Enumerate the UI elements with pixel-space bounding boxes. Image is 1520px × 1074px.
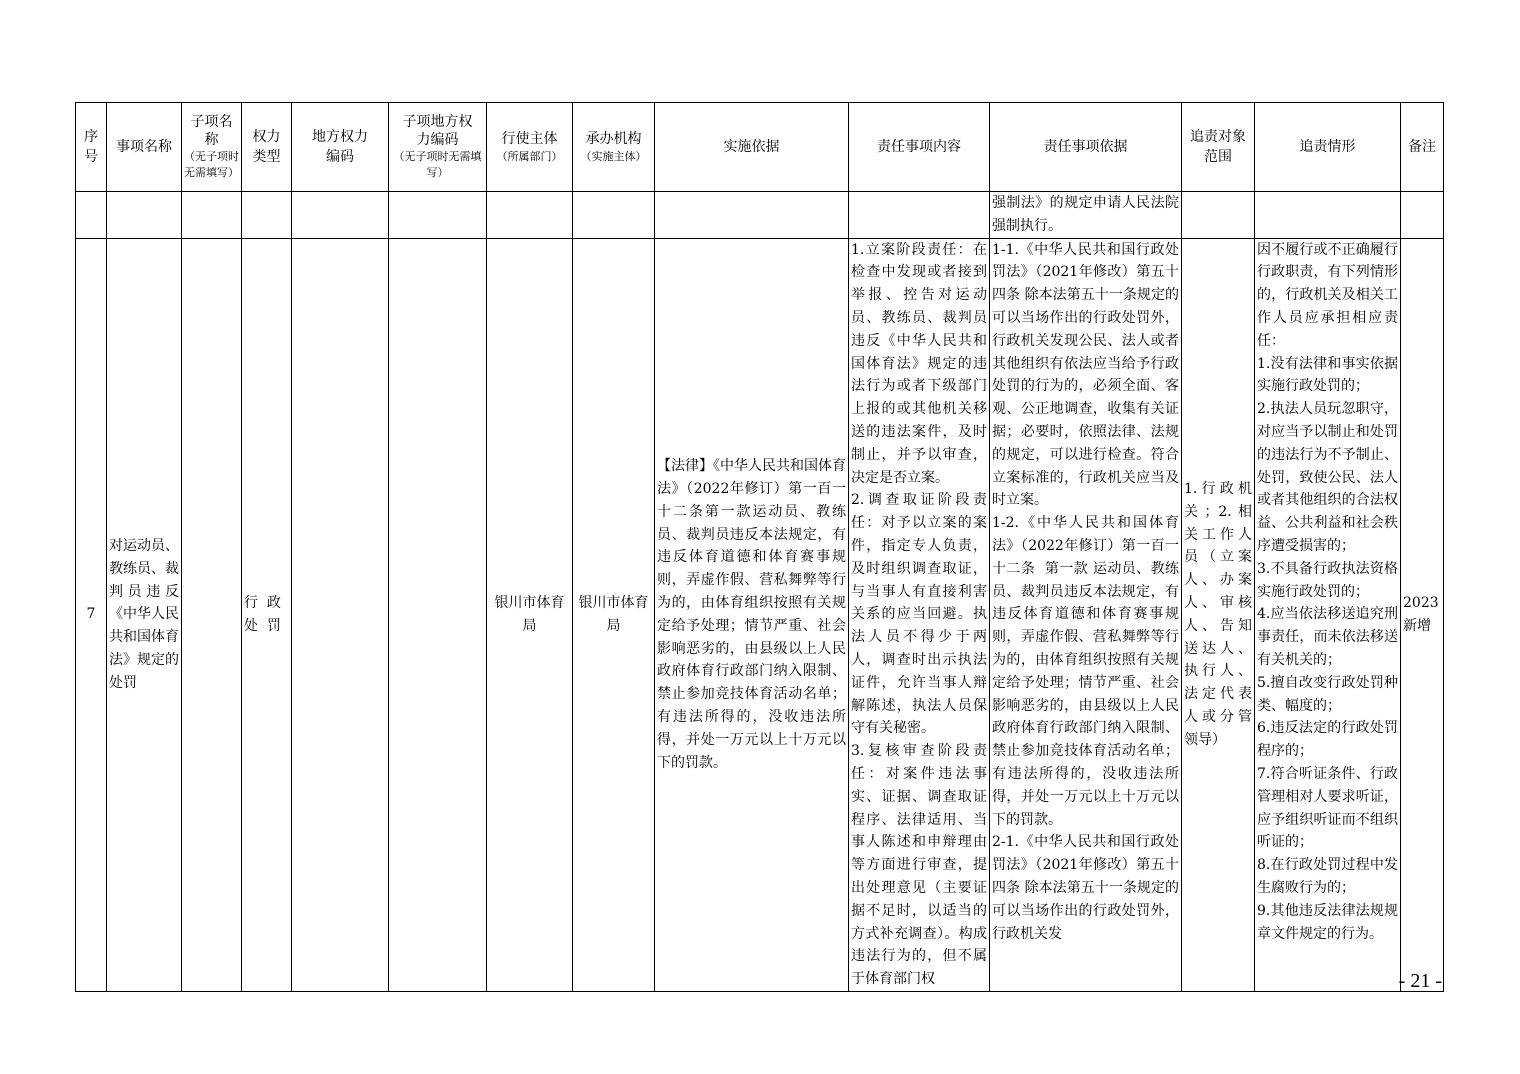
row-seq: 7 — [76, 238, 107, 991]
header-remark: 备注 — [1401, 103, 1444, 192]
header-undertake — [573, 103, 655, 192]
header-name: 事项名称 — [107, 103, 182, 192]
row-sub-code — [389, 238, 487, 991]
header-resp-content: 责任事项内容 — [849, 103, 990, 192]
header-undertake-main: 承办机构 — [585, 131, 642, 147]
header-sub-code-note: （无子项时无需填写） — [393, 150, 482, 179]
table-row — [76, 238, 1444, 991]
power-list-table — [75, 102, 1444, 992]
cont-cell — [573, 192, 655, 239]
cont-cell — [1255, 192, 1401, 239]
cont-cell — [487, 192, 573, 239]
cont-cell — [655, 192, 849, 239]
header-sub-name-main: 子项名 称 — [190, 114, 233, 148]
header-local-code: 地方权力 编码 — [292, 103, 389, 192]
row-undertake: 银川市体育局 — [573, 238, 655, 991]
header-power-type: 权力 类型 — [242, 103, 292, 192]
cont-cell — [1182, 192, 1255, 239]
row-resp-content: 1.立案阶段责任：在检查中发现或者接到举报、控告对运动员、教练员、裁判员违反《中华人民共和国体育法》规定的违法行为或者下级部门上报的或其他机关移送的违法案件，及时制止，并予以审查，决定是否立案。 2.调查取证阶段责任：对予以立案的案件，指定专人负责，及时组织调查取证，与当事人有直接利害关系的应当回避。执法人员不得少于两人，调查时出示执法证件，允许当事人辩解陈述，执法人员保守有关秘密。 3.复核审查阶段责任：对案件违法事实、证据、调查取证程序、法律适用、当事人陈述和申辩理由等方面进行审查，提出处理意见（主要证据不足时，以适当的方式补充调查）。构成违法行为的，但不属于体育部门权 — [849, 238, 990, 991]
row-remark: 2023新增 — [1401, 238, 1444, 991]
page-number: - 21 - — [1398, 970, 1442, 992]
cont-cell — [292, 192, 389, 239]
cont-cell — [389, 192, 487, 239]
header-basis: 实施依据 — [655, 103, 849, 192]
header-resp-basis: 责任事项依据 — [990, 103, 1182, 192]
header-row — [76, 103, 1444, 192]
row-basis: 【法律】《中华人民共和国体育法》（2022年修订）第一百一十二条第一款运动员、教练员、裁判员违反本法规定，有违反体育道德和体育赛事规则，弄虚作假、营私舞弊等行为的，由体育组织按照有关规定给予处理；情节严重、社会影响恶劣的，由县级以上人民政府体育行政部门纳入限制、禁止参加竞技体育活动名单；有违法所得的，没收违法所得，并处一万元以上十万元以下的罚款。 — [655, 238, 849, 991]
header-seq: 序 号 — [76, 103, 107, 192]
header-sub-name — [182, 103, 242, 192]
cont-cell — [242, 192, 292, 239]
header-sub-name-note: （无子项时无需填写） — [184, 150, 239, 179]
row-account-case: 因不履行或不正确履行行政职责，有下列情形的，行政机关及相关工作人员应承担相应责任： 1.没有法律和事实依据实施行政处罚的； 2.执法人员玩忽职守，对应当予以制止和处罚的违法行为不予制止、处罚，致使公民、法人或者其他组织的合法权益、公共利益和社会秩序遭受损害的； 3.不具备行政执法资格实施行政处罚的； 4.应当依法移送追究刑事责任，而未依法移送有关机关的； 5.擅自改变行政处罚种类、幅度的； 6.违反法定的行政处罚程序的； 7.符合听证条件、行政管理相对人要求听证，应予组织听证而不组织听证的； 8.在行政处罚过程中发生腐败行为的； 9.其他违反法律法规规章文件规定的行为。 — [1255, 238, 1401, 991]
header-undertake-note: （实施主体） — [580, 150, 647, 163]
continuation-row — [76, 192, 1444, 239]
header-account-scope: 追责对象 范围 — [1182, 103, 1255, 192]
row-resp-basis: 1-1.《中华人民共和国行政处罚法》（2021年修改）第五十四条 除本法第五十一条规定的可以当场作出的行政处罚外，行政机关发现公民、法人或者其他组织有依法应当给予行政处罚的行为的，必须全面、客观、公正地调查，收集有关证据；必要时，依照法律、法规的规定，可以进行检查。符合立案标准的，行政机关应当及时立案。 1-2.《中华人民共和国体育法》（2022年修订）第一百一十二条 第一款 运动员、教练员、裁判员违反本法规定，有违反体育道德和体育赛事规则，弄虚作假、营私舞弊等行为的，由体育组织按照有关规定给予处理；情节严重、社会影响恶劣的，由县级以上人民政府体育行政部门纳入限制、禁止参加竞技体育活动名单；有违法所得的，没收违法所得，并处一万元以上十万元以下的罚款。 2-1.《中华人民共和国行政处罚法》（2021年修改）第五十四条 除本法第五十一条规定的可以当场作出的行政处罚外，行政机关发 — [990, 238, 1182, 991]
cont-cell — [182, 192, 242, 239]
cont-cell — [76, 192, 107, 239]
header-subject-note: （所属部门） — [496, 150, 563, 163]
header-sub-code-main: 子项地方权 力编码 — [402, 114, 473, 148]
header-account-case: 追责情形 — [1255, 103, 1401, 192]
cont-cell — [849, 192, 990, 239]
row-subject: 银川市体育局 — [487, 238, 573, 991]
cont-resp-basis: 强制法》的规定申请人民法院强制执行。 — [990, 192, 1182, 239]
header-subject — [487, 103, 573, 192]
header-sub-code — [389, 103, 487, 192]
row-account-scope: 1.行政机关；2.相关工作人员（立案人、办案人、审核人、告知送达人、执行人、法定代表人或分管领导） — [1182, 238, 1255, 991]
cont-cell — [107, 192, 182, 239]
cont-cell — [1401, 192, 1444, 239]
row-sub-name — [182, 238, 242, 991]
row-power-type: 行 政 处 罚 — [242, 238, 292, 991]
row-name: 对运动员、教练员、裁判员违反《中华人民共和国体育法》规定的处罚 — [107, 238, 182, 991]
row-local-code — [292, 238, 389, 991]
header-subject-main: 行使主体 — [501, 131, 558, 147]
